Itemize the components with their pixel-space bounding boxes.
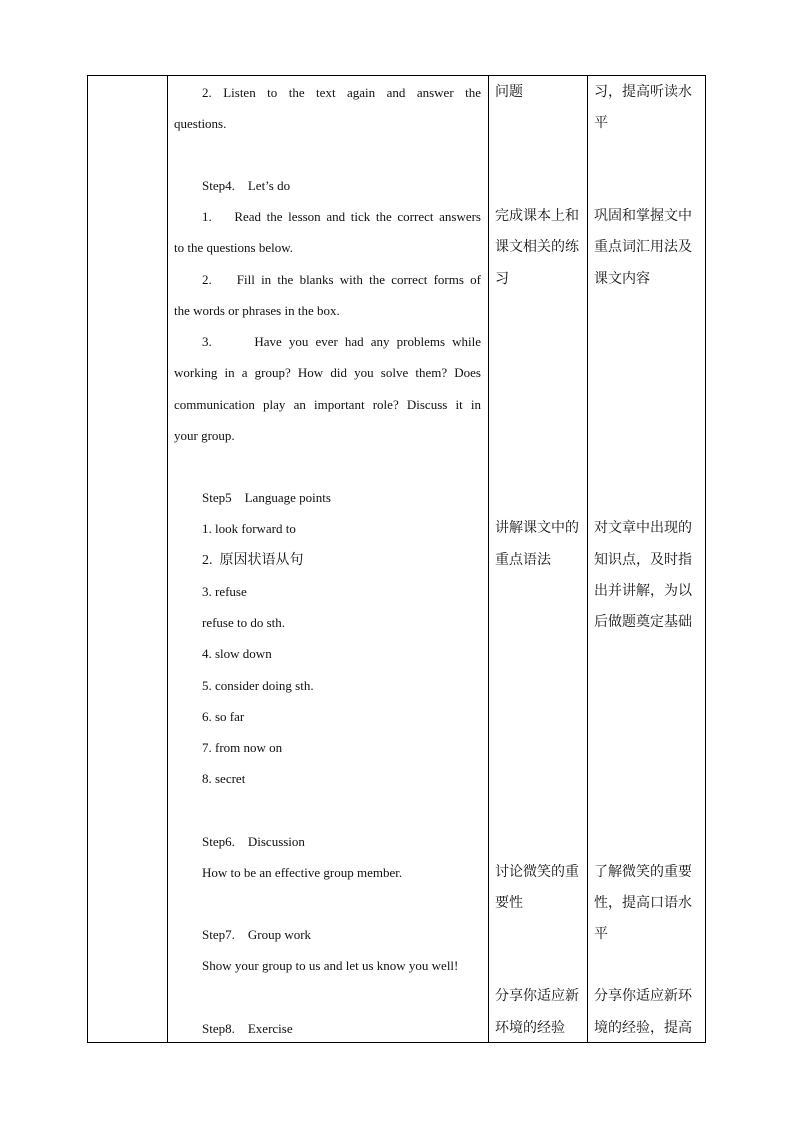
language-point-3-usage: refuse to do sth. <box>202 615 286 630</box>
step4-item-1-line-2: to the questions below. <box>174 240 294 255</box>
language-point-1: 1. look forward to <box>202 521 296 536</box>
listen-line-1: 2. Listen to the text again and answer the <box>202 85 481 100</box>
purpose-1-line-1: 习，提高听读水 <box>594 84 692 100</box>
step6-heading: Step6. Discussion <box>202 834 305 849</box>
activity-4-line-2: 要性 <box>495 895 523 911</box>
purpose-2-line-1: 巩固和掌握文中 <box>594 208 692 224</box>
purpose-5-line-2: 境的经验，提高 <box>594 1020 692 1036</box>
purpose-3-line-4: 后做题奠定基础 <box>594 614 692 630</box>
step4-item-2-line-2: the words or phrases in the box. <box>174 303 340 318</box>
activity-2-line-1: 完成课本上和 <box>495 208 579 224</box>
purpose-2-line-2: 重点词汇用法及 <box>594 239 692 255</box>
column-divider-2 <box>488 76 489 1042</box>
language-point-7: 7. from now on <box>202 740 283 755</box>
purpose-2-line-3: 课文内容 <box>594 271 650 287</box>
activity-3-line-1: 讲解课文中的 <box>495 520 579 536</box>
language-point-2: 2. 原因状语从句 <box>202 553 304 568</box>
activity-2-line-2: 课文相关的练 <box>495 239 579 255</box>
step4-item-3-line-2: working in a group? How did you solve them? Does <box>174 365 481 380</box>
purpose-4-line-3: 平 <box>594 926 608 942</box>
step4-item-3-line-3: communication play an important role? Discuss it in <box>174 397 481 412</box>
column-divider-3 <box>587 76 588 1042</box>
purpose-4-line-2: 性，提高口语水 <box>594 895 692 911</box>
step7-heading: Step7. Group work <box>202 927 312 942</box>
language-point-5: 5. consider doing sth. <box>202 678 314 693</box>
step4-item-1-line-1: 1. Read the lesson and tick the correct answers <box>202 209 481 224</box>
activity-5-line-1: 分享你适应新 <box>495 988 579 1004</box>
step4-item-3-line-4: your group. <box>174 428 235 443</box>
step6-text: How to be an effective group member. <box>202 865 403 880</box>
step5-heading: Step5 Language points <box>202 490 331 505</box>
language-point-6: 6. so far <box>202 709 245 724</box>
activity-4-line-1: 讨论微笑的重 <box>495 864 579 880</box>
purpose-3-line-3: 出并讲解，为以 <box>594 583 692 599</box>
listen-line-2: questions. <box>174 116 227 131</box>
purpose-1-line-2: 平 <box>594 115 608 131</box>
activity-2-line-3: 习 <box>495 271 509 287</box>
activity-1: 问题 <box>495 84 523 100</box>
purpose-3-line-2: 知识点，及时指 <box>594 552 692 568</box>
language-point-3: 3. refuse <box>202 584 247 599</box>
purpose-5-line-1: 分享你适应新环 <box>594 988 692 1004</box>
language-point-4: 4. slow down <box>202 646 272 661</box>
step7-text: Show your group to us and let us know you well! <box>202 958 459 973</box>
step8-heading: Step8. Exercise <box>202 1021 293 1036</box>
purpose-4-line-1: 了解微笑的重要 <box>594 864 692 880</box>
language-point-8: 8. secret <box>202 771 246 786</box>
column-divider-1 <box>167 76 168 1042</box>
activity-3-line-2: 重点语法 <box>495 552 551 568</box>
step4-heading: Step4. Let’s do <box>202 178 291 193</box>
step4-item-3-line-1: 3. Have you ever had any problems while <box>202 334 481 349</box>
purpose-3-line-1: 对文章中出现的 <box>594 520 692 536</box>
step4-item-2-line-1: 2. Fill in the blanks with the correct forms of <box>202 272 481 287</box>
activity-5-line-2: 环境的经验 <box>495 1020 565 1036</box>
